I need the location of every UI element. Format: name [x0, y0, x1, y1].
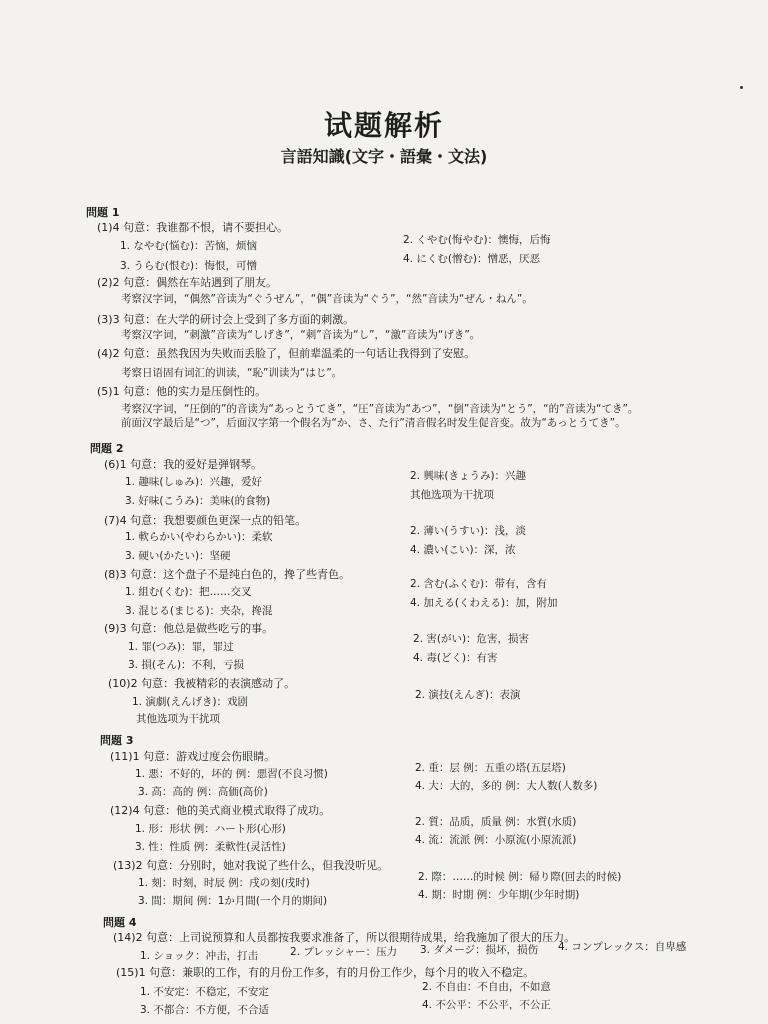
scan-dot [740, 86, 743, 89]
text-line: 4. にくむ(憎む)：憎恶，厌恶 [403, 253, 541, 265]
section-heading: 問題 3 [100, 734, 134, 747]
text-line: 1. 刻：时刻，时辰 例：戌の刻(戌时) [138, 877, 310, 889]
question-line: (9)3 句意：他总是做些吃亏的事。 [104, 622, 274, 635]
text-line: 4. 大：大的，多的 例：大人数(人数多) [415, 780, 598, 792]
text-line: 1. 悪：不好的，坏的 例：悪習(不良习惯) [135, 768, 328, 780]
text-line: 2. 不自由：不自由，不如意 [422, 981, 551, 993]
text-line: 2. 害(がい)：危害，损害 [413, 633, 530, 645]
question-line: (2)2 句意：偶然在车站遇到了朋友。 [97, 276, 278, 289]
text-line: 3. ダメージ：损坏，损伤 [420, 944, 539, 956]
question-line: (11)1 句意：游戏过度会伤眼睛。 [110, 750, 276, 763]
section-heading: 問題 4 [103, 916, 137, 929]
text-line: 考察汉字词，“圧倒的”的音读为“あっとうてき”，“圧”音读为“あつ”，“倒”音读为“とう”，“的”音读为“てき”。 [121, 403, 639, 415]
text-line: 2. プレッシャー：压力 [290, 946, 398, 958]
question-line: (7)4 句意：我想要颜色更深一点的铅笔。 [104, 514, 307, 527]
question-line: (15)1 句意：兼职的工作，有的月份工作多，有的月份工作少，每个月的收入不稳定。 [116, 966, 535, 979]
question-line: (12)4 句意：他的美式商业模式取得了成功。 [110, 804, 331, 817]
text-line: 4. コンプレックス：自卑感 [558, 941, 687, 953]
text-line: 4. 流：流派 例：小原流(小原流派) [415, 834, 577, 846]
question-line: (4)2 句意：虽然我因为失败而丢脸了，但前辈温柔的一句话让我得到了安慰。 [97, 347, 476, 360]
question-line: (10)2 句意：我被精彩的表演感动了。 [108, 677, 296, 690]
text-line: 2. 興味(きょうみ)：兴趣 [410, 470, 527, 482]
text-line: 考察日语固有词汇的训读，“恥”训读为“はじ”。 [121, 367, 343, 379]
text-line: 4. 濃い(こい)：深，浓 [410, 544, 516, 556]
text-line: 2. 演技(えんぎ)：表演 [415, 689, 521, 701]
text-line: 3. 好味(こうみ)：美味(的食物) [125, 495, 271, 507]
text-line: 2. 質：品质，质量 例：水質(水质) [415, 816, 577, 828]
text-line: 1. なやむ(悩む)：苦恼，烦恼 [120, 240, 258, 252]
text-line: 1. 不安定：不稳定，不安定 [140, 986, 269, 998]
text-line: 其他选项为干扰项 [410, 489, 494, 501]
page-title: 试题解析 [323, 109, 444, 142]
question-line: (8)3 句意：这个盘子不是纯白色的，搀了些青色。 [104, 568, 351, 581]
text-line: 1. 罪(つみ)：罪，罪过 [128, 641, 234, 653]
question-line: (14)2 句意：上司说预算和人员都按我要求准备了，所以很期待成果，给我施加了很大的压力。 [113, 931, 576, 944]
text-line: 考察汉字词，“刺激”音读为“しげき”，“刺”音读为“し”，“激”音读为“げき”。 [121, 329, 481, 341]
text-line: 2. 際：……的时候 例：帰り際(回去的时候) [418, 871, 622, 883]
text-line: 3. 損(そん)：不利，亏损 [128, 659, 245, 671]
text-line: 1. 組む(くむ)：把……交叉 [125, 586, 252, 598]
text-line: 4. 不公平：不公平，不公正 [422, 999, 551, 1011]
page-subtitle: 言語知識(文字・語彙・文法) [280, 147, 488, 166]
text-line: 3. 間：期间 例：1か月間(一个月的期间) [138, 895, 328, 907]
text-line: 1. ショック：冲击，打击 [140, 950, 259, 962]
text-line: 3. うらむ(恨む)：悔恨，可憎 [120, 260, 258, 272]
text-line: 1. 軟らかい(やわらかい)：柔软 [125, 531, 273, 543]
text-line: 3. 高：高的 例：高価(高价) [138, 786, 268, 798]
text-line: 1. 形：形状 例：ハート形(心形) [135, 823, 286, 835]
question-line: (3)3 句意：在大学的研讨会上受到了多方面的刺激。 [97, 313, 355, 326]
text-line: 4. 加える(くわえる)：加，附加 [410, 597, 558, 609]
text-line: 考察汉字词，“偶然”音读为“ぐうぜん”，“偶”音读为“ぐう”，“然”音读为“ぜん・ねん”。 [121, 293, 533, 305]
question-line: (6)1 句意：我的爱好是弹钢琴。 [104, 458, 263, 471]
text-line: 4. 毒(どく)：有害 [413, 652, 498, 664]
text-line: 3. 硬い(かたい)：坚硬 [125, 550, 231, 562]
question-line: (5)1 句意：他的实力是压倒性的。 [97, 385, 267, 398]
section-heading: 問題 2 [90, 442, 124, 455]
question-line: (13)2 句意：分别时，她对我说了些什么，但我没听见。 [113, 859, 389, 872]
question-line: (1)4 句意：我谁都不恨，请不要担心。 [97, 221, 289, 234]
text-line: 4. 期：时期 例：少年期(少年时期) [418, 889, 580, 901]
text-line: 2. 薄い(うすい)：浅，淡 [410, 525, 527, 537]
text-line: 前面汉字最后是“つ”，后面汉字第一个假名为“か、さ、た行”清音假名时发生促音变。故为“あっとうてき”。 [121, 417, 626, 429]
text-line: 3. 混じる(まじる)：夹杂，搀混 [125, 605, 273, 617]
text-line: 3. 性：性质 例：柔軟性(灵活性) [135, 841, 286, 853]
text-line: 1. 演劇(えんげき)：戏剧 [132, 696, 249, 708]
section-heading: 問題 1 [86, 206, 120, 219]
text-line: 2. 含む(ふくむ)：带有，含有 [410, 578, 548, 590]
text-line: 1. 趣味(しゅみ)：兴趣，爱好 [125, 476, 263, 488]
text-line: 其他选项为干扰项 [136, 713, 220, 725]
text-line: 2. 重：层 例：五重の塔(五层塔) [415, 762, 566, 774]
text-line: 2. くやむ(悔やむ)：懊悔，后悔 [403, 234, 551, 246]
text-line: 3. 不都合：不方便，不合适 [140, 1004, 269, 1016]
